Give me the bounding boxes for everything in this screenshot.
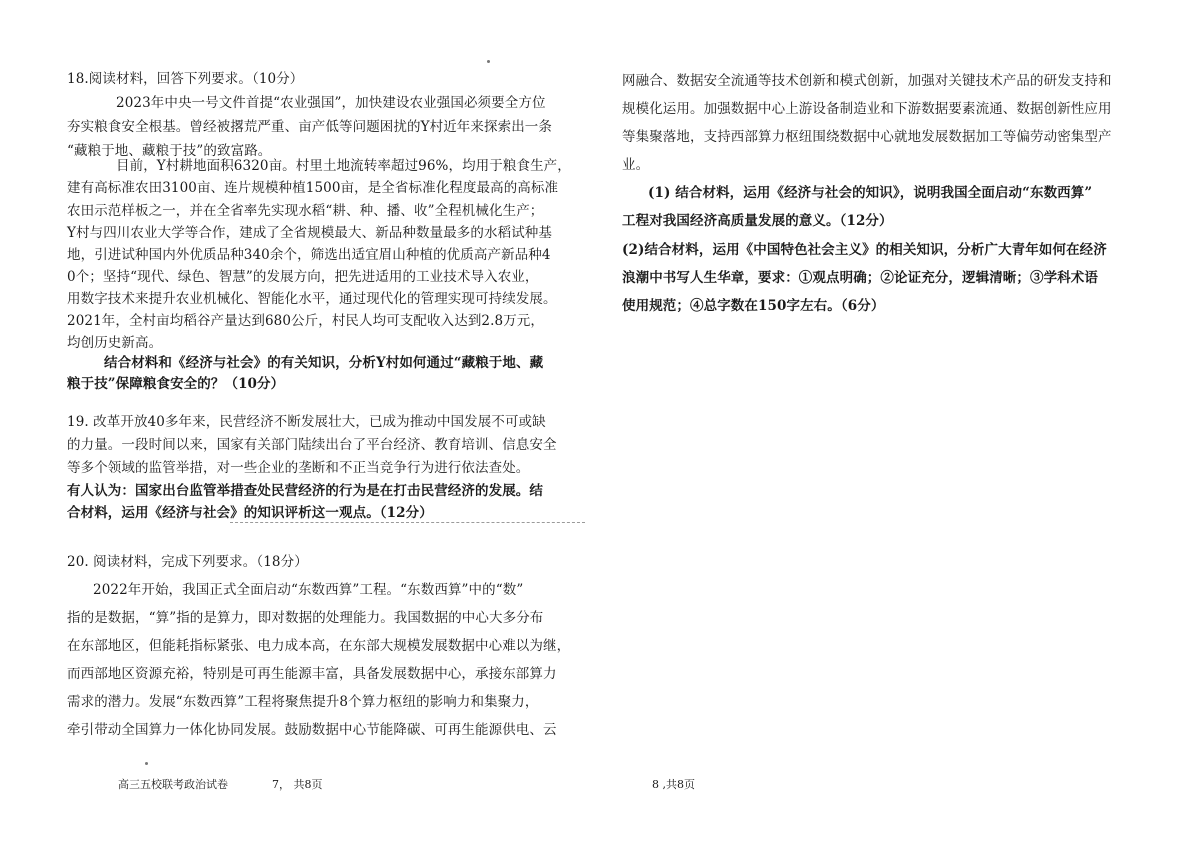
q18-paragraph-2-line: 农田示范样板之一，并在全省率先实现水稻“耕、种、播、收”全程机械化生产； xyxy=(67,203,544,219)
q18-paragraph-1-line: “藏粮于地、藏粮于技”的致富路。 xyxy=(67,143,272,159)
footer-page-left: 7， 共8页 xyxy=(272,778,323,791)
q18-paragraph-2-line: 0个；坚持“现代、绿色、智慧”的发展方向，把先进适用的工业技术导入农业， xyxy=(67,269,539,285)
q20-continued-line: 规模化运用。加强数据中心上游设备制造业和下游数据要素流通、数据创新性应用 xyxy=(622,101,1112,117)
q19-question-line: 合材料，运用《经济与社会》的知识评析这一观点。（12分） xyxy=(67,505,433,521)
q20-paragraph-line: 牵引带动全国算力一体化协同发展。鼓励数据中心节能降碳、可再生能源供电、云 xyxy=(67,722,557,738)
q20-sub2-line: 浪潮中书写人生华章，要求：①观点明确；②论证充分，逻辑清晰；③学科术语 xyxy=(622,270,1098,286)
q20-sub2-line: (2)结合材料，运用《中国特色社会主义》的相关知识，分析广大青年如何在经济 xyxy=(622,242,1107,258)
q20-sub2-line: 使用规范；④总字数在150字左右。（6分） xyxy=(622,298,885,314)
q20-paragraph-line: 需求的潜力。发展“东数西算”工程将聚焦提升8个算力枢纽的影响力和集聚力， xyxy=(67,694,539,710)
q20-continued-line: 网融合、数据安全流通等技术创新和模式创新，加强对关键技术产品的研发支持和 xyxy=(622,73,1112,89)
q19-question-line: 有人认为：国家出台监管举措查处民营经济的行为是在打击民营经济的发展。结 xyxy=(67,483,543,499)
top-mark xyxy=(487,60,490,63)
q18-question-line: 结合材料和《经济与社会》的有关知识，分析Y村如何通过“藏粮于地、藏 xyxy=(104,355,544,371)
q20-title: 20. 阅读材料，完成下列要求。（18分） xyxy=(67,554,308,570)
q18-paragraph-2-line: 目前，Y村耕地面积6320亩。村里土地流转率超过96%，均用于粮食生产， xyxy=(116,158,571,174)
q18-paragraph-2-line: 2021年，全村亩均稻谷产量达到680公斤，村民人均可支配收入达到2.8万元， xyxy=(67,313,544,329)
q19-paragraph-line: 等多个领域的监管举措，对一些企业的垄断和不正当竞争行为进行依法查处。 xyxy=(67,460,530,476)
q18-paragraph-2-line: 用数字技术来提升农业机械化、智能化水平，通过现代化的管理实现可持续发展。 xyxy=(67,291,557,307)
q18-paragraph-2-line: 建有高标准农田3100亩、连片规模种植1500亩，是全省标准化程度最高的高标准 xyxy=(67,180,559,196)
q18-paragraph-1-line: 2023年中央一号文件首提“农业强国”，加快建设农业强国必须要全方位 xyxy=(116,95,546,111)
q19-paragraph-line: 的力量。一段时间以来，国家有关部门陆续出台了平台经济、教育培训、信息安全 xyxy=(67,437,557,453)
q19-paragraph-line: 19. 改革开放40多年来，民营经济不断发展壮大，已成为推动中国发展不可或缺 xyxy=(67,414,546,430)
divider-dashed xyxy=(230,522,585,523)
page-mark xyxy=(145,762,148,765)
q20-paragraph-line: 在东部地区，但能耗指标紧张、电力成本高，在东部大规模发展数据中心难以为继， xyxy=(67,638,571,654)
q20-continued-line: 业。 xyxy=(622,157,650,173)
q18-paragraph-2-line: 地，引进试种国内外优质品种340余个，筛选出适宜眉山种植的优质高产新品种4 xyxy=(67,247,551,263)
q18-paragraph-2-line: Y村与四川农业大学等合作，建成了全省规模最大、新品种数量最多的水稻试种基 xyxy=(67,225,553,241)
q20-paragraph-line: 2022年开始，我国正式全面启动“东数西算”工程。“东数西算”中的“数” xyxy=(93,582,524,598)
q18-title: 18.阅读材料，回答下列要求。（10分） xyxy=(67,71,304,87)
q20-sub1-line: 工程对我国经济高质量发展的意义。（12分） xyxy=(622,213,893,229)
q18-question-line: 粮于技”保障粮食安全的？（10分） xyxy=(67,376,285,392)
q20-paragraph-line: 而西部地区资源充裕，特别是可再生能源丰富，具备发展数据中心，承接东部算力 xyxy=(67,666,557,682)
footer-exam-name: 高三五校联考政治试卷 xyxy=(118,778,228,791)
q20-paragraph-line: 指的是数据，“算”指的是算力，即对数据的处理能力。我国数据的中心大多分布 xyxy=(67,610,544,626)
q20-continued-line: 等集聚落地，支持西部算力枢纽围绕数据中心就地发展数据加工等偏劳动密集型产 xyxy=(622,129,1112,145)
q18-paragraph-1-line: 夯实粮食安全根基。曾经被撂荒严重、亩产低等问题困扰的Y村近年来探索出一条 xyxy=(67,119,553,135)
q20-sub1-line: (1) 结合材料，运用《经济与社会的知识》，说明我国全面启动“东数西算” xyxy=(648,185,1093,201)
q18-paragraph-2-line: 均创历史新高。 xyxy=(67,335,163,351)
footer-page-right: 8 ,共8页 xyxy=(652,778,695,791)
